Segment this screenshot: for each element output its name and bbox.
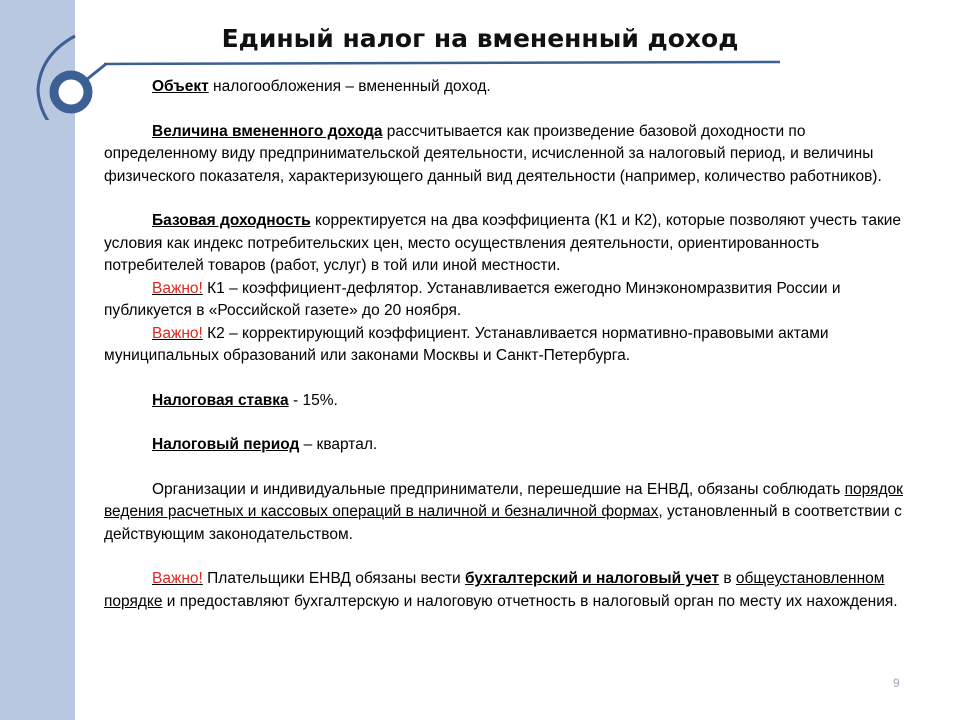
paragraph-text: корректируется на два коэффициента (К1 и К2), которые позволяют учесть такие условия как индекс потребительских цен, место осуществления деятельности, ориентированность потребителей товаров (работ, услуг) в той или иной местности. (104, 212, 902, 274)
paragraph-text: и предоставляют бухгалтерскую и налоговую отчетность в налоговый орган по месту их нахождения. (162, 592, 898, 610)
paragraph-text: рассчитывается как произведение базовой доходности по определенному виду предпринимательской деятельности, исчисленной за налоговый период, и величины физического показателя, характеризующего данный вид деятельности (например, количество работников). (104, 122, 882, 185)
paragraph-obligations (104, 479, 904, 547)
paragraph-k1 (104, 278, 904, 323)
paragraph-text: К2 – корректирующий коэффициент. Устанавливается нормативно-правовыми актами муниципальных образований или законами Москвы и Санкт-Петербурга. (104, 324, 829, 364)
important-label: Важно! (152, 324, 203, 342)
paragraph-object (104, 76, 904, 99)
slide-content (104, 76, 904, 613)
cash-operations-link[interactable]: порядок ведения расчетных и кассовых операций в наличной и безналичной формах (104, 480, 903, 520)
term-object: Объект (152, 78, 209, 95)
paragraph-text: – квартал. (299, 436, 378, 453)
term-tax-rate: Налоговая ставка (152, 391, 289, 409)
important-label: Важно! (152, 570, 203, 587)
paragraph-tax-period (104, 434, 904, 457)
title-underline (104, 62, 780, 64)
term-tax-period: Налоговый период (152, 436, 300, 453)
term-base-yield: Базовая доходность (152, 212, 311, 229)
paragraph-text: К1 – коэффициент-дефлятор. Устанавливается ежегодно Минэкономразвития России и публикуется в «Российской газете» до 20 ноября. (104, 279, 841, 319)
connector-line (86, 64, 106, 80)
general-procedure-link[interactable]: общеустановленном порядке (104, 570, 885, 610)
paragraph-text: в (719, 570, 736, 587)
paragraph-text: налогообложения – вмененный доход. (208, 78, 491, 95)
term-accounting: бухгалтерский и налоговый учет (465, 570, 720, 587)
page-number: 9 (893, 676, 900, 690)
slide-title: Единый налог на вмененный доход (221, 24, 739, 53)
paragraph-text: , установленный в соответствии с действующим законодательством. (104, 503, 902, 543)
term-imputed-income: Величина вмененного дохода (152, 122, 383, 140)
paragraph-text: Плательщики ЕНВД обязаны вести (202, 570, 466, 587)
paragraph-base-yield (104, 210, 904, 278)
paragraph-accounting (104, 568, 904, 613)
important-label: Важно! (152, 279, 203, 297)
paragraph-k2 (104, 323, 904, 368)
paragraph-text: - 15%. (288, 391, 338, 409)
ring-connector-icon (54, 75, 88, 109)
paragraph-tax-rate (104, 390, 904, 413)
paragraph-text: Организации и индивидуальные предприниматели, перешедшие на ЕНВД, обязаны соблюдать (152, 480, 845, 498)
paragraph-imputed-income (104, 121, 904, 189)
